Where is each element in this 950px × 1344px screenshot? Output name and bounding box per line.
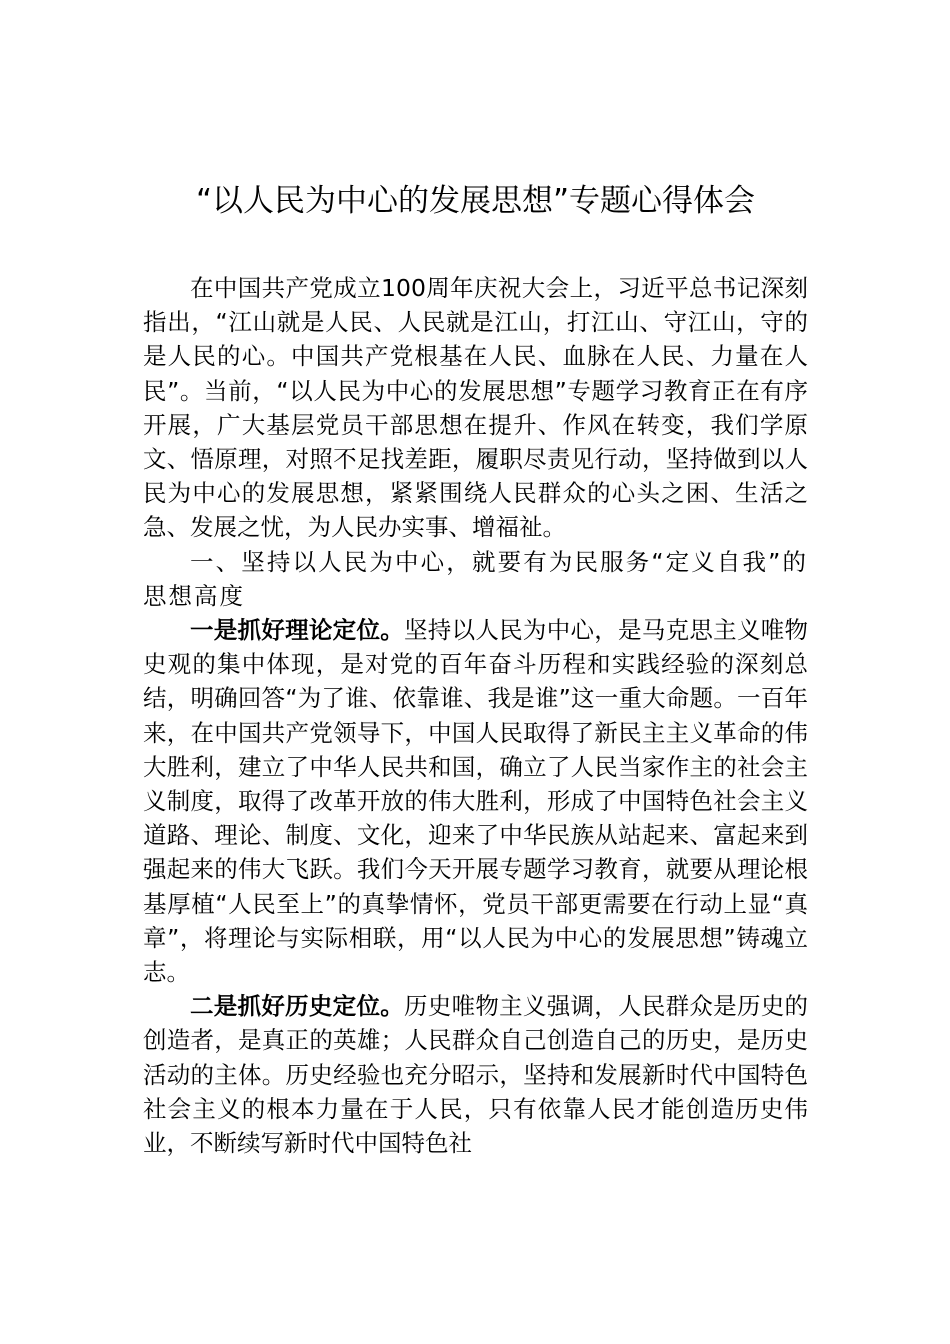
document-title: “以人民为中心的发展思想”专题心得体会 [195, 183, 756, 219]
point-text-2: 历史唯物主义强调，人民群众是历史的创造者，是真正的英雄；人民群众自己创造自己的历史，是历史活动的主体。历史经验也充分昭示，坚持和发展新时代中国特色社会主义的根本力量在于人民，只有依靠人民才能创造历史伟业，不断续写新时代中国特色社 [143, 992, 809, 1158]
point-lead-1: 一是抓好理论定位。 [190, 616, 405, 645]
point-paragraph-1 [143, 613, 808, 989]
point-paragraph-2 [143, 989, 808, 1160]
point-text-1: 坚持以人民为中心，是马克思主义唯物史观的集中体现，是对党的百年奋斗历程和实践经验的深刻总结，明确回答“为了谁、依靠谁、我是谁”这一重大命题。一百年来，在中国共产党领导下，中国人民取得了新民主主义革命的伟大胜利，建立了中华人民共和国，确立了人民当家作主的社会主义制度，取得了改革开放的伟大胜利，形成了中国特色社会主义道路、理论、制度、文化，迎来了中华民族从站起来、富起来到强起来的伟大飞跃。我们今天开展专题学习教育，就要从理论根基厚植“人民至上”的真挚情怀，党员干部更需要在行动上显“真章”，将理论与实际相联，用“以人民为中心的发展思想”铸魂立志。 [143, 616, 809, 987]
point-lead-2: 二是抓好历史定位。 [190, 992, 405, 1021]
document-body [143, 271, 808, 1160]
section-heading-1: 一、坚持以人民为中心，就要有为民服务“定义自我”的思想高度 [143, 547, 808, 610]
document-page [143, 0, 808, 1344]
intro-paragraph: 在中国共产党成立100周年庆祝大会上，习近平总书记深刻指出，“江山就是人民、人民就是江山，打江山、守江山，守的是人民的心。中国共产党根基在人民、血脉在人民、力量在人民”。当前，“以人民为中心的发展思想”专题学习教育正在有序开展，广大基层党员干部思想在提升、作风在转变，我们学原文、悟原理，对照不足找差距，履职尽责见行动，坚持做到以人民为中心的发展思想，紧紧围绕人民群众的心头之困、生活之急、发展之忧，为人民办实事、增福祉。 [143, 274, 808, 542]
